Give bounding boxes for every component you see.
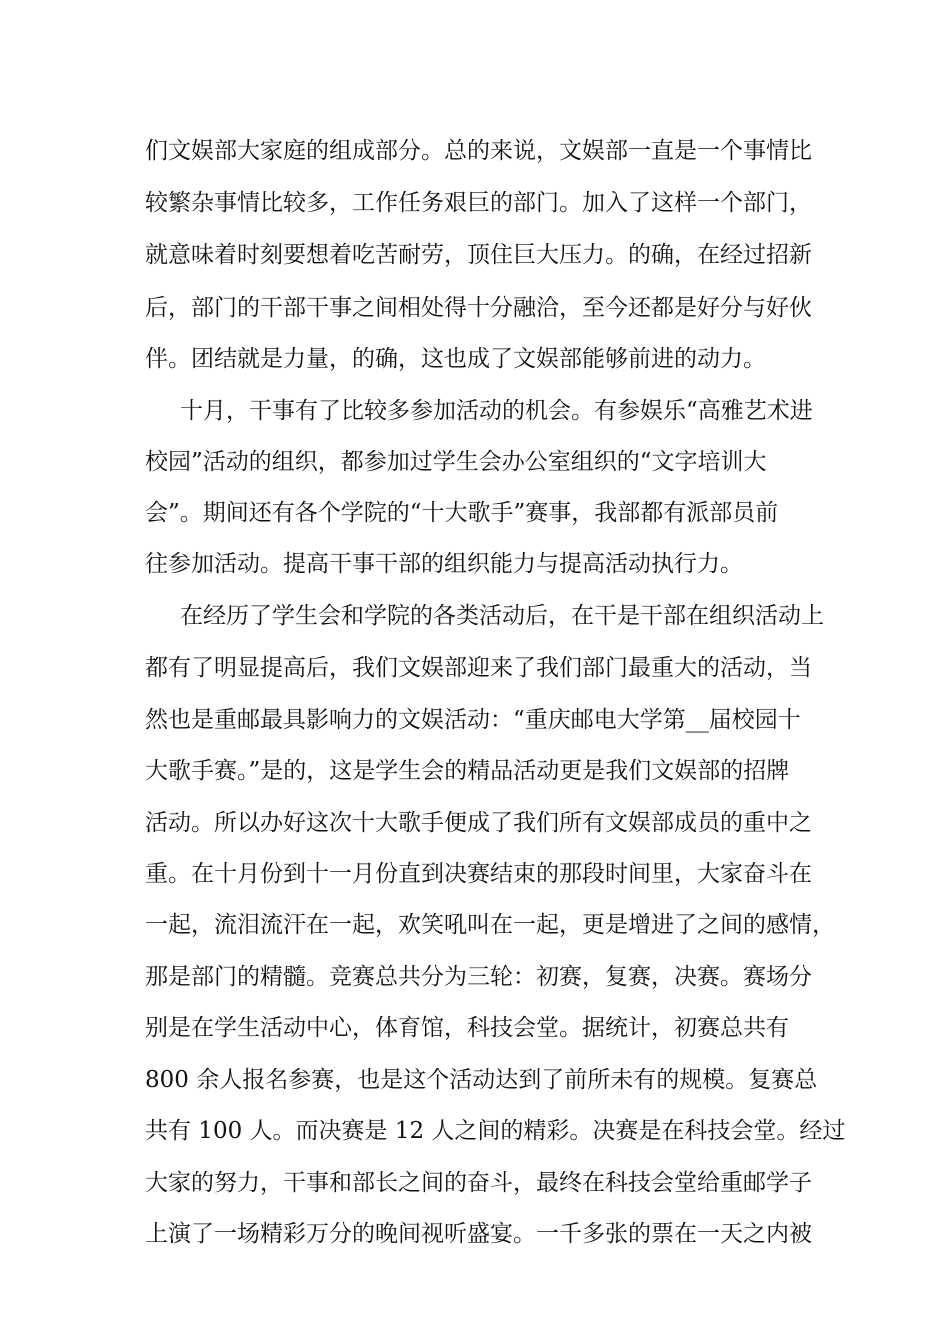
text-line-2: 较繁杂事情比较多，工作任务艰巨的部门。加入了这样一个部门，	[145, 190, 812, 216]
text-line-16: 一起，流泪流汗在一起，欢笑吼叫在一起，更是增进了之间的感情，	[145, 912, 835, 938]
text-line-4: 后，部门的干部干事之间相处得十分融洽，至今还都是好分与好伙	[145, 295, 812, 321]
text-line-10: 在经历了学生会和学院的各类活动后，在干是干部在组织活动上	[180, 603, 824, 629]
text-line-20: 共有 100 人。而决赛是 12 人之间的精彩。决赛是在科技会堂。经过	[145, 1118, 846, 1144]
text-line-6: 十月，干事有了比较多参加活动的机会。有参娱乐“高雅艺术进	[180, 398, 813, 424]
text-line-17: 那是部门的精髓。竞赛总共分为三轮：初赛，复赛，决赛。赛场分	[145, 964, 812, 990]
text-line-9: 往参加活动。提高干事干部的组织能力与提高活动执行力。	[145, 551, 743, 577]
text-line-8: 会”。期间还有各个学院的“十大歌手”赛事，我部都有派部员前	[145, 500, 779, 526]
text-line-12: 然也是重邮最具影响力的文娱活动：“重庆邮电大学第__届校园十	[145, 707, 801, 733]
text-line-7: 校园”活动的组织，都参加过学生会办公室组织的“文字培训大	[145, 449, 767, 475]
text-line-1: 们文娱部大家庭的组成部分。总的来说，文娱部一直是一个事情比	[145, 138, 812, 164]
text-line-15: 重。在十月份到十一月份直到决赛结束的那段时间里，大家奋斗在	[145, 861, 812, 887]
text-line-11: 都有了明显提高后，我们文娱部迎来了我们部门最重大的活动，当	[145, 655, 812, 681]
text-line-5: 伴。团结就是力量，的确，这也成了文娱部能够前进的动力。	[145, 346, 766, 372]
text-line-21: 大家的努力，干事和部长之间的奋斗，最终在科技会堂给重邮学子	[145, 1170, 812, 1196]
text-line-18: 别是在学生活动中心，体育馆，科技会堂。据统计，初赛总共有	[145, 1015, 789, 1041]
text-line-22: 上演了一场精彩万分的晚间视听盛宴。一千多张的票在一天之内被	[145, 1221, 812, 1247]
text-line-19: 800 余人报名参赛，也是这个活动达到了前所未有的规模。复赛总	[145, 1067, 818, 1093]
text-line-13: 大歌手赛。”是的，这是学生会的精品活动更是我们文娱部的招牌	[145, 758, 790, 784]
text-line-14: 活动。所以办好这次十大歌手便成了我们所有文娱部成员的重中之	[145, 810, 812, 836]
text-line-3: 就意味着时刻要想着吃苦耐劳，顶住巨大压力。的确，在经过招新	[145, 242, 812, 268]
